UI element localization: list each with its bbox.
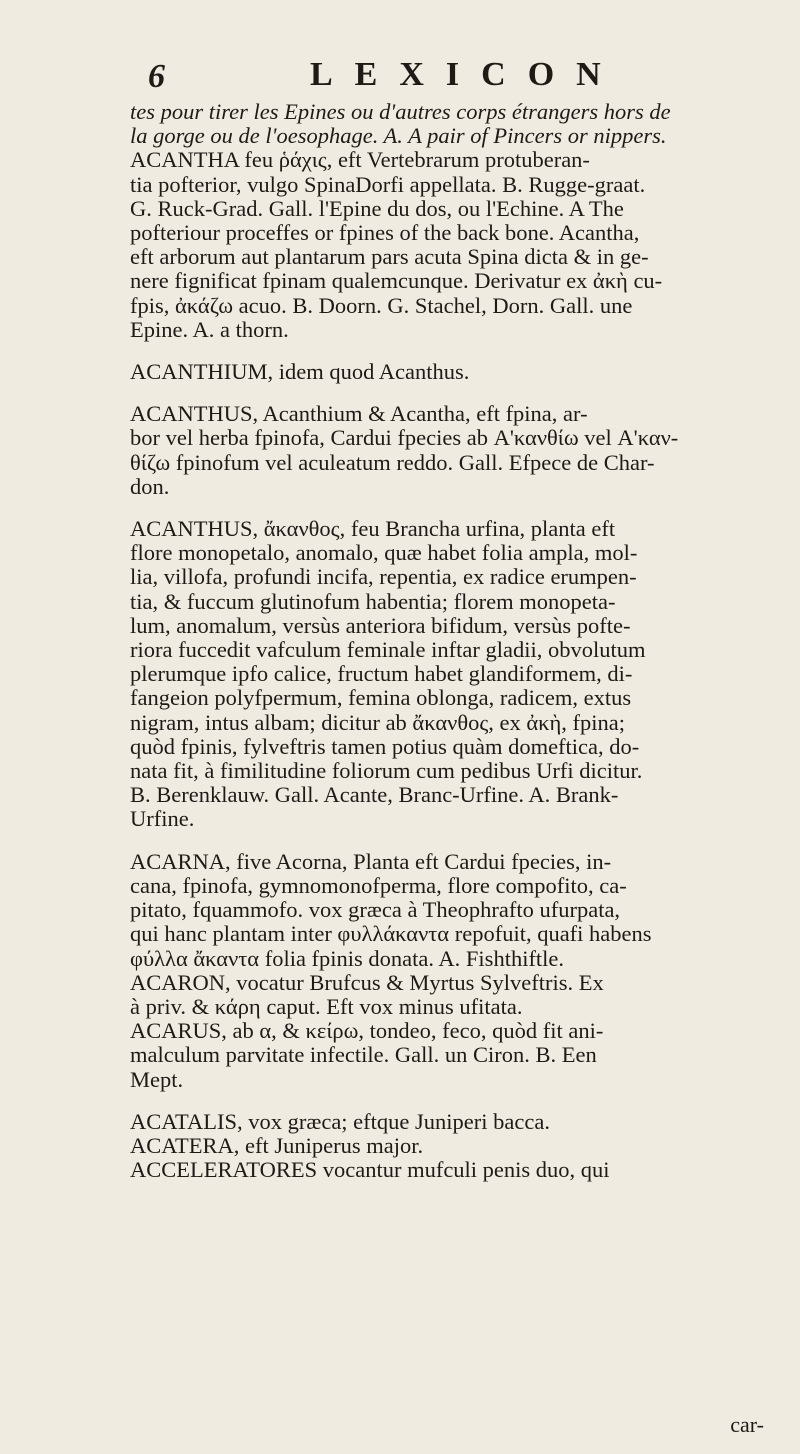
text-line: tia, & fuccum glutinofum habentia; florem monopeta- bbox=[130, 589, 616, 614]
entry-acanthium-heading: ACANTHIUM, idem quod Acanthus. bbox=[130, 360, 470, 385]
text-line: quòd fpinis, fylveftris tamen potius quàm domeftica, do- bbox=[130, 734, 640, 759]
text-line: tia pofterior, vulgo SpinaDorfi appellata. B. Rugge-graat. bbox=[130, 172, 646, 197]
text-line: la gorge ou de l'oesophage. A. A pair of Pincers or nippers. bbox=[130, 124, 667, 149]
entry-acanthus-2-heading: ACANTHUS, ἄκανθος, feu Brancha urfina, planta eft bbox=[130, 517, 616, 542]
text-line: φύλλα ἄκαντα folia fpinis donata. A. Fishthiftle. bbox=[130, 946, 565, 971]
entry-acanthus-heading: ACANTHUS, Acanthium & Acantha, eft fpina, ar- bbox=[130, 402, 588, 427]
text-line: bor vel herba fpinofa, Cardui fpecies ab Α'κανθίω vel Α'καν- bbox=[130, 426, 679, 451]
text-line: à priv. & κάρη caput. Eft vox minus ufitata. bbox=[130, 994, 523, 1019]
text-line: lum, anomalum, versùs anteriora bifidum, versùs pofte- bbox=[130, 613, 631, 638]
text-line: don. bbox=[130, 474, 170, 499]
text-line: malculum parvitate infectile. Gall. un Ciron. B. Een bbox=[130, 1043, 597, 1068]
text-line: plerumque ipfo calice, fructum habet glandiformem, di- bbox=[130, 662, 633, 687]
text-line: lia, villofa, profundi incifa, repentia, ex radice erumpen- bbox=[130, 565, 637, 590]
text-line: θίζω fpinofum vel aculeatum reddo. Gall. Efpece de Char- bbox=[130, 450, 655, 475]
entry-acarna-heading: ACARNA, five Acorna, Planta eft Cardui fpecies, in- bbox=[130, 849, 612, 874]
text-line: fpis, ἀκάζω acuo. B. Doorn. G. Stachel, Dorn. Gall. une bbox=[130, 293, 633, 318]
text-line: Urfine. bbox=[130, 807, 195, 832]
entry-acantha-heading: ACANTHA feu ῥάχις, eft Vertebrarum protuberan- bbox=[130, 148, 590, 173]
text-line: riora fuccedit vafculum feminale inftar gladii, obvolutum bbox=[130, 638, 646, 663]
page-header bbox=[148, 52, 623, 100]
text-line: nata fit, à fimilitudine foliorum cum pedibus Urfi dicitur. bbox=[130, 759, 643, 784]
text-line: nigram, intus albam; dicitur ab ἄκανθος, ex ἀκὴ, fpina; bbox=[130, 710, 625, 735]
text-line: Epine. A. a thorn. bbox=[130, 317, 289, 342]
text-line: G. Ruck-Grad. Gall. l'Epine du dos, ou l'Echine. A The bbox=[130, 196, 624, 221]
text-line: Mept. bbox=[130, 1067, 184, 1092]
entry-acatera-heading: ACATERA, eft Juniperus major. bbox=[130, 1133, 424, 1158]
entry-acatalis-heading: ACATALIS, vox græca; eftque Juniperi bacca. bbox=[130, 1109, 550, 1134]
text-line: nere fignificat fpinam qualemcunque. Derivatur ex ἀκὴ cu- bbox=[130, 269, 663, 294]
text-line: pofteriour proceffes or fpines of the back bone. Acantha, bbox=[130, 221, 640, 246]
text-line: B. Berenklauw. Gall. Acante, Branc-Urfine. A. Brank- bbox=[130, 783, 619, 808]
text-line: cana, fpinofa, gymnomonofperma, flore compofito, ca- bbox=[130, 873, 627, 898]
text-line: qui hanc plantam inter φυλλάκαντα repofuit, quafi habens bbox=[130, 922, 652, 947]
entry-acceleratores-heading: ACCELERATORES vocantur mufculi penis duo, qui bbox=[130, 1158, 610, 1183]
text-line: eft arborum aut plantarum pars acuta Spina dicta & in ge- bbox=[130, 245, 649, 270]
running-head: LEXICON bbox=[310, 56, 623, 93]
text-line: tes pour tirer les Epines ou d'autres corps étrangers hors de bbox=[130, 100, 671, 124]
text-line: fangeion polyfpermum, femina oblonga, radicem, extus bbox=[130, 686, 632, 711]
entry-acarus-heading: ACARUS, ab α, & κείρω, tondeo, feco, quòd fit ani- bbox=[130, 1019, 604, 1044]
dictionary-text bbox=[130, 100, 762, 1182]
page-number: 6 bbox=[148, 58, 165, 95]
text-line: flore monopetalo, anomalo, quæ habet folia ampla, mol- bbox=[130, 541, 638, 566]
entry-acaron-heading: ACARON, vocatur Brufcus & Myrtus Sylveftris. Ex bbox=[130, 970, 604, 995]
text-line: pitato, fquammofo. vox græca à Theophrafto ufurpata, bbox=[130, 898, 621, 923]
catchword: car- bbox=[730, 1412, 764, 1437]
